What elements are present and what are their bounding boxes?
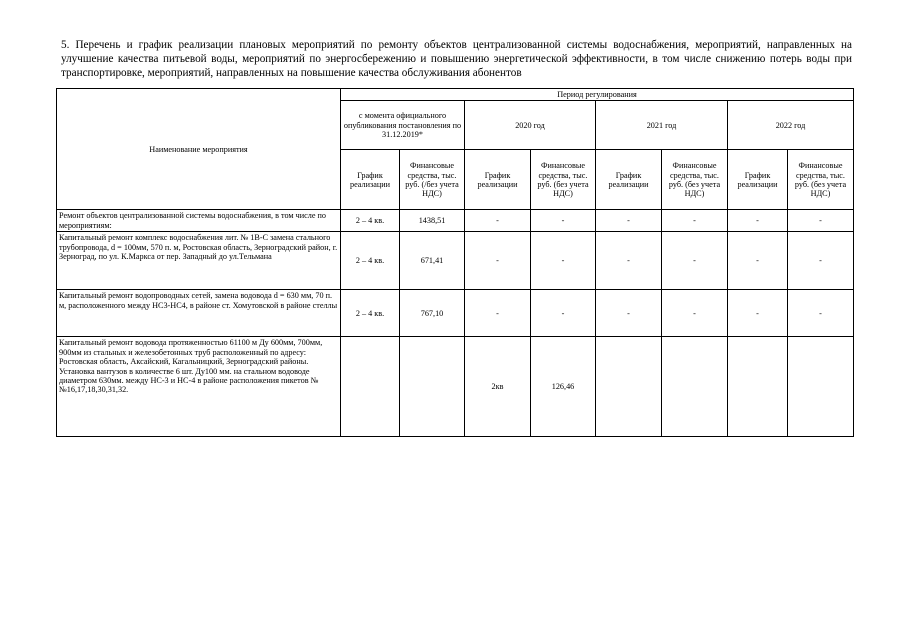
- cell-value: [788, 337, 854, 437]
- cell-value: -: [596, 210, 662, 232]
- cell-value: 2 – 4 кв.: [341, 290, 400, 337]
- subheader-finance-2019: Финансовые средства, тыс. руб. (/без учета НДС): [400, 150, 465, 210]
- row-name: Капитальный ремонт водовода протяженностью 61100 м Ду 600мм, 700мм, 900мм из стальных и железобетонных труб расположенный по адресу: Ростовская область, Аксайский, Кагальницкий, Зерноградский районы. Установка вантузов в количестве 6 шт. Ду100 мм. на стальном водоводе диаметром 630мм. между НС-3 и НС-4 в районе расположения пикетов №№16,17,18,30,31,32.: [57, 337, 341, 437]
- cell-value: -: [531, 232, 596, 290]
- cell-value: -: [596, 290, 662, 337]
- subheader-schedule-2020: График реализации: [465, 150, 531, 210]
- cell-value: [596, 337, 662, 437]
- table-row: [57, 290, 854, 337]
- cell-value: -: [662, 210, 728, 232]
- header-period-2020: 2020 год: [465, 101, 596, 150]
- cell-value: 126,46: [531, 337, 596, 437]
- subheader-schedule-2019: График реализации: [341, 150, 400, 210]
- cell-value: -: [662, 290, 728, 337]
- cell-value: -: [531, 210, 596, 232]
- row-name: Ремонт объектов централизованной системы водоснабжения, в том числе по мероприятиям:: [57, 210, 341, 232]
- cell-value: -: [465, 232, 531, 290]
- cell-value: 1438,51: [400, 210, 465, 232]
- cell-value: -: [788, 290, 854, 337]
- cell-value: -: [728, 290, 788, 337]
- cell-value: 767,10: [400, 290, 465, 337]
- subheader-finance-2021: Финансовые средства, тыс. руб. (без учета НДС): [662, 150, 728, 210]
- cell-value: 2 – 4 кв.: [341, 232, 400, 290]
- cell-value: -: [531, 290, 596, 337]
- column-header-name: Наименование мероприятия: [57, 89, 341, 210]
- header-row-period: [57, 89, 854, 101]
- cell-value: -: [662, 232, 728, 290]
- subheader-finance-2020: Финансовые средства, тыс. руб. (без учета НДС): [531, 150, 596, 210]
- cell-value: [400, 337, 465, 437]
- measures-table: [56, 88, 854, 437]
- cell-value: -: [788, 210, 854, 232]
- cell-value: 671,41: [400, 232, 465, 290]
- header-period: Период регулирования: [341, 89, 854, 101]
- cell-value: -: [728, 232, 788, 290]
- cell-value: [728, 337, 788, 437]
- header-period-2019: с момента официального опубликования постановления по 31.12.2019*: [341, 101, 465, 150]
- row-name: Капитальный ремонт комплекс водоснабжения лит. № 1В-С замена стального трубопровода, d = 100мм, 570 п. м, Ростовская область, Зерноградский район, г. Зерноград, по ул. К.Маркса от пер. Западный до ул.Тельмана: [57, 232, 341, 290]
- cell-value: 2кв: [465, 337, 531, 437]
- cell-value: [341, 337, 400, 437]
- table-row: [57, 232, 854, 290]
- table-row: [57, 337, 854, 437]
- cell-value: -: [465, 210, 531, 232]
- cell-value: -: [465, 290, 531, 337]
- subheader-schedule-2021: График реализации: [596, 150, 662, 210]
- subheader-finance-2022: Финансовые средства, тыс. руб. (без учета НДС): [788, 150, 854, 210]
- section-heading: 5. Перечень и график реализации плановых мероприятий по ремонту объектов централизованной системы водоснабжения, мероприятий, направленных на улучшение качества питьевой воды, мероприятий по энергосбережению и повышению энергетической эффективности, в том числе снижению потерь воды при транспортировке, мероприятий, направленных на повышение качества обслуживания абонентов: [61, 39, 852, 80]
- cell-value: 2 – 4 кв.: [341, 210, 400, 232]
- cell-value: -: [596, 232, 662, 290]
- header-period-2022: 2022 год: [728, 101, 854, 150]
- subheader-schedule-2022: График реализации: [728, 150, 788, 210]
- header-period-2021: 2021 год: [596, 101, 728, 150]
- row-name: Капитальный ремонт водопроводных сетей, замена водовода d = 630 мм, 70 п. м, расположенного между НС3-НС4, в районе ст. Хомутовской в районе стеллы: [57, 290, 341, 337]
- cell-value: -: [728, 210, 788, 232]
- cell-value: -: [788, 232, 854, 290]
- table-row: [57, 210, 854, 232]
- cell-value: [662, 337, 728, 437]
